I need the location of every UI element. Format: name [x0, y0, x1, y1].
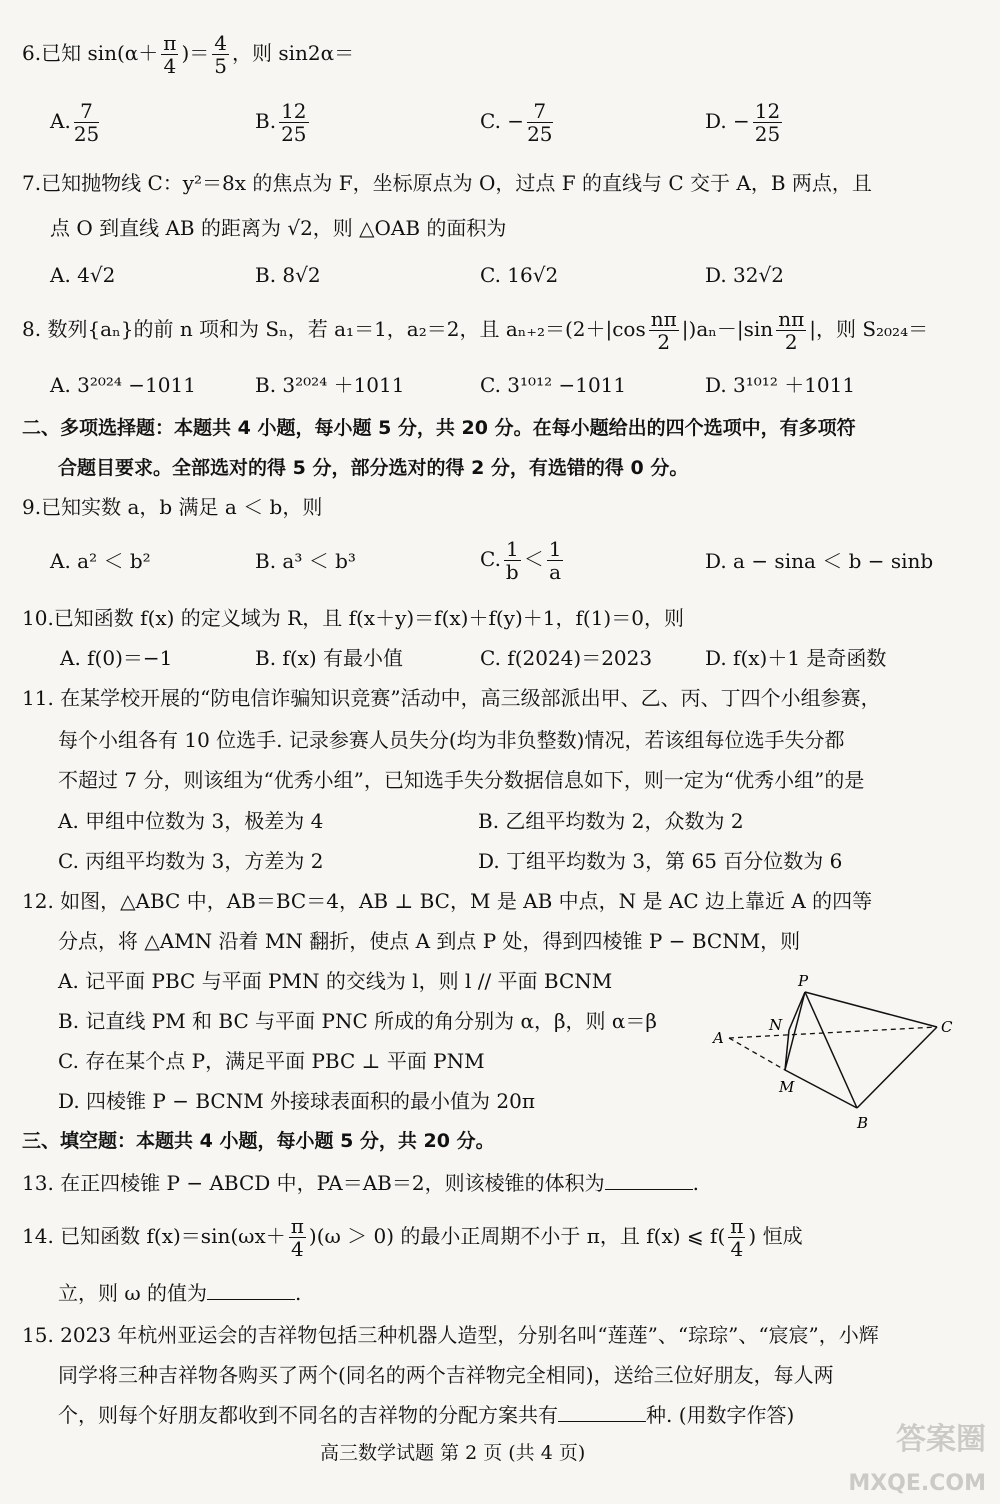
- section2-heading-cont: 合题目要求。全部选对的得 5 分，部分选对的得 2 分，有选错的得 0 分。: [58, 457, 689, 479]
- q9-option-d: D. a − sina ＜ b − sinb: [705, 549, 934, 573]
- q10-option-d: D. f(x)＋1 是奇函数: [705, 646, 887, 670]
- q8-option-c: C. 3¹⁰¹² −1011: [480, 373, 627, 397]
- q11-line1: 11. 在某学校开展的“防电信诈骗知识竞赛”活动中，高三级部派出甲、乙、丙、丁四个小组参赛，: [22, 686, 881, 710]
- q7-option-b: B. 8√2: [255, 263, 321, 287]
- q10-stem: 10.已知函数 f(x) 的定义域为 R，且 f(x＋y)＝f(x)＋f(y)＋1，f(1)＝0，则: [22, 606, 684, 630]
- section2-heading: 二、多项选择题：本题共 4 小题，每小题 5 分，共 20 分。在每小题给出的四个选项中，有多项符: [22, 417, 856, 439]
- q9-option-c: C. $\frac{1}{b}$ ＜ $\frac{1}{a}$: [480, 537, 562, 584]
- q15-line1: 15. 2023 年杭州亚运会的吉祥物包括三种机器人造型，分别名叫“莲莲”、“琮琮”、“宸宸”，小辉: [22, 1323, 879, 1347]
- q12-option-c: C. 存在某个点 P，满足平面 PBC ⊥ 平面 PNM: [58, 1049, 485, 1073]
- q10-option-a: A. f(0)＝−1: [60, 646, 173, 670]
- q10-option-c: C. f(2024)＝2023: [480, 646, 653, 670]
- label-b: B: [857, 1114, 869, 1132]
- q7-line2: 点 O 到直线 AB 的距离为 √2，则 △OAB 的面积为: [50, 216, 507, 240]
- q11-option-a: A. 甲组中位数为 3，极差为 4: [58, 809, 324, 833]
- q11-option-d: D. 丁组平均数为 3，第 65 百分位数为 6: [478, 849, 843, 873]
- q14-stem: 14. 已知函数 f(x)＝sin(ωx＋ $\frac{\pi}{4}$ )(ω ＞ 0) 的最小正周期不小于 π，且 f(x) ⩽ f( $\frac{\pi}{4}$ ) 恒成: [22, 1214, 803, 1261]
- label-a: A: [713, 1029, 724, 1047]
- q12-line2: 分点，将 △AMN 沿着 MN 翻折，使点 A 到点 P 处，得到四棱锥 P − BCNM，则: [58, 929, 801, 953]
- q11-option-b: B. 乙组平均数为 2，众数为 2: [478, 809, 744, 833]
- q13-answer-blank[interactable]: [605, 1171, 693, 1190]
- q14-line2: 立，则 ω 的值为 .: [58, 1281, 302, 1305]
- q15-line2: 同学将三种吉祥物各购买了两个(同名的两个吉祥物完全相同)，送给三位好朋友，每人两: [58, 1363, 834, 1387]
- q6-option-b: B. $\frac{12}{25}$: [255, 99, 307, 146]
- label-n: N: [769, 1016, 783, 1034]
- q15-answer-blank[interactable]: [558, 1403, 646, 1422]
- q13-stem: 13. 在正四棱锥 P − ABCD 中，PA＝AB＝2，则该棱锥的体积为 .: [22, 1171, 699, 1195]
- watermark-url: MXQE.COM: [848, 1471, 986, 1496]
- section3-heading: 三、填空题：本题共 4 小题，每小题 5 分，共 20 分。: [22, 1130, 495, 1152]
- q7-option-d: D. 32√2: [705, 263, 784, 287]
- q7-line1: 7.已知抛物线 C：y²＝8x 的焦点为 F，坐标原点为 O，过点 F 的直线与 C 交于 A，B 两点，且: [22, 171, 872, 195]
- q9-option-a: A. a² ＜ b²: [50, 549, 151, 573]
- q12-line1: 12. 如图，△ABC 中，AB＝BC＝4，AB ⊥ BC，M 是 AB 中点，N 是 AC 边上靠近 A 的四等: [22, 889, 873, 913]
- q15-line3: 个，则每个好朋友都收到不同名的吉祥物的分配方案共有 种. (用数字作答): [58, 1403, 795, 1427]
- q11-line3: 不超过 7 分，则该组为“优秀小组”，已知选手失分数据信息如下，则一定为“优秀小组”的是: [58, 768, 865, 792]
- q6-stem: 6.已知 sin(α＋ $\frac{\pi}{4}$ )＝ $\frac{4}{5}$ ，则 sin2α＝: [22, 31, 355, 78]
- watermark-logo: 答案圈: [896, 1422, 986, 1457]
- q8-option-b: B. 3²⁰²⁴ ＋1011: [255, 373, 405, 397]
- q6-option-a: A. $\frac{7}{25}$: [50, 99, 100, 146]
- q6-option-d: D. − $\frac{12}{25}$: [705, 99, 781, 146]
- q11-line2: 每个小组各有 10 位选手. 记录参赛人员失分(均为非负整数)情况，若该组每位选手失分都: [58, 728, 845, 752]
- q8-stem: 8. 数列{aₙ}的前 n 项和为 Sₙ，若 a₁＝1，a₂＝2，且 aₙ₊₂＝(2＋|cos $\frac{n\pi}{2}$ |)aₙ－|sin $\frac{n\pi}{2}$ |，则 S₂₀₂₄＝: [22, 307, 929, 354]
- q9-stem: 9.已知实数 a，b 满足 a ＜ b，则: [22, 495, 323, 519]
- edge-pc: [805, 992, 937, 1027]
- q7-option-c: C. 16√2: [480, 263, 559, 287]
- q14-answer-blank[interactable]: [207, 1281, 295, 1300]
- label-p: P: [798, 972, 809, 990]
- edge-ac-dashed: [729, 1027, 937, 1038]
- edge-pm: [785, 992, 805, 1070]
- q12-option-a: A. 记平面 PBC 与平面 PMN 的交线为 l，则 l // 平面 BCNM: [58, 969, 613, 993]
- page-footer: 高三数学试题 第 2 页 (共 4 页): [320, 1442, 586, 1464]
- label-m: M: [779, 1078, 795, 1096]
- q10-option-b: B. f(x) 有最小值: [255, 646, 404, 670]
- edge-am-dashed: [729, 1038, 785, 1070]
- q11-option-c: C. 丙组平均数为 3，方差为 2: [58, 849, 324, 873]
- q12-pyramid-figure: [705, 970, 975, 1140]
- q8-option-d: D. 3¹⁰¹² ＋1011: [705, 373, 856, 397]
- q7-option-a: A. 4√2: [50, 263, 116, 287]
- edge-bc: [857, 1027, 937, 1108]
- q6-option-c: C. − $\frac{7}{25}$: [480, 99, 553, 146]
- edge-pb: [805, 992, 857, 1108]
- q8-option-a: A. 3²⁰²⁴ −1011: [50, 373, 196, 397]
- q9-option-b: B. a³ ＜ b³: [255, 549, 356, 573]
- q12-option-b: B. 记直线 PM 和 BC 与平面 PNC 所成的角分别为 α，β，则 α＝β: [58, 1009, 657, 1033]
- edge-mb: [785, 1070, 857, 1108]
- label-c: C: [941, 1018, 953, 1036]
- q12-option-d: D. 四棱锥 P − BCNM 外接球表面积的最小值为 20π: [58, 1089, 535, 1113]
